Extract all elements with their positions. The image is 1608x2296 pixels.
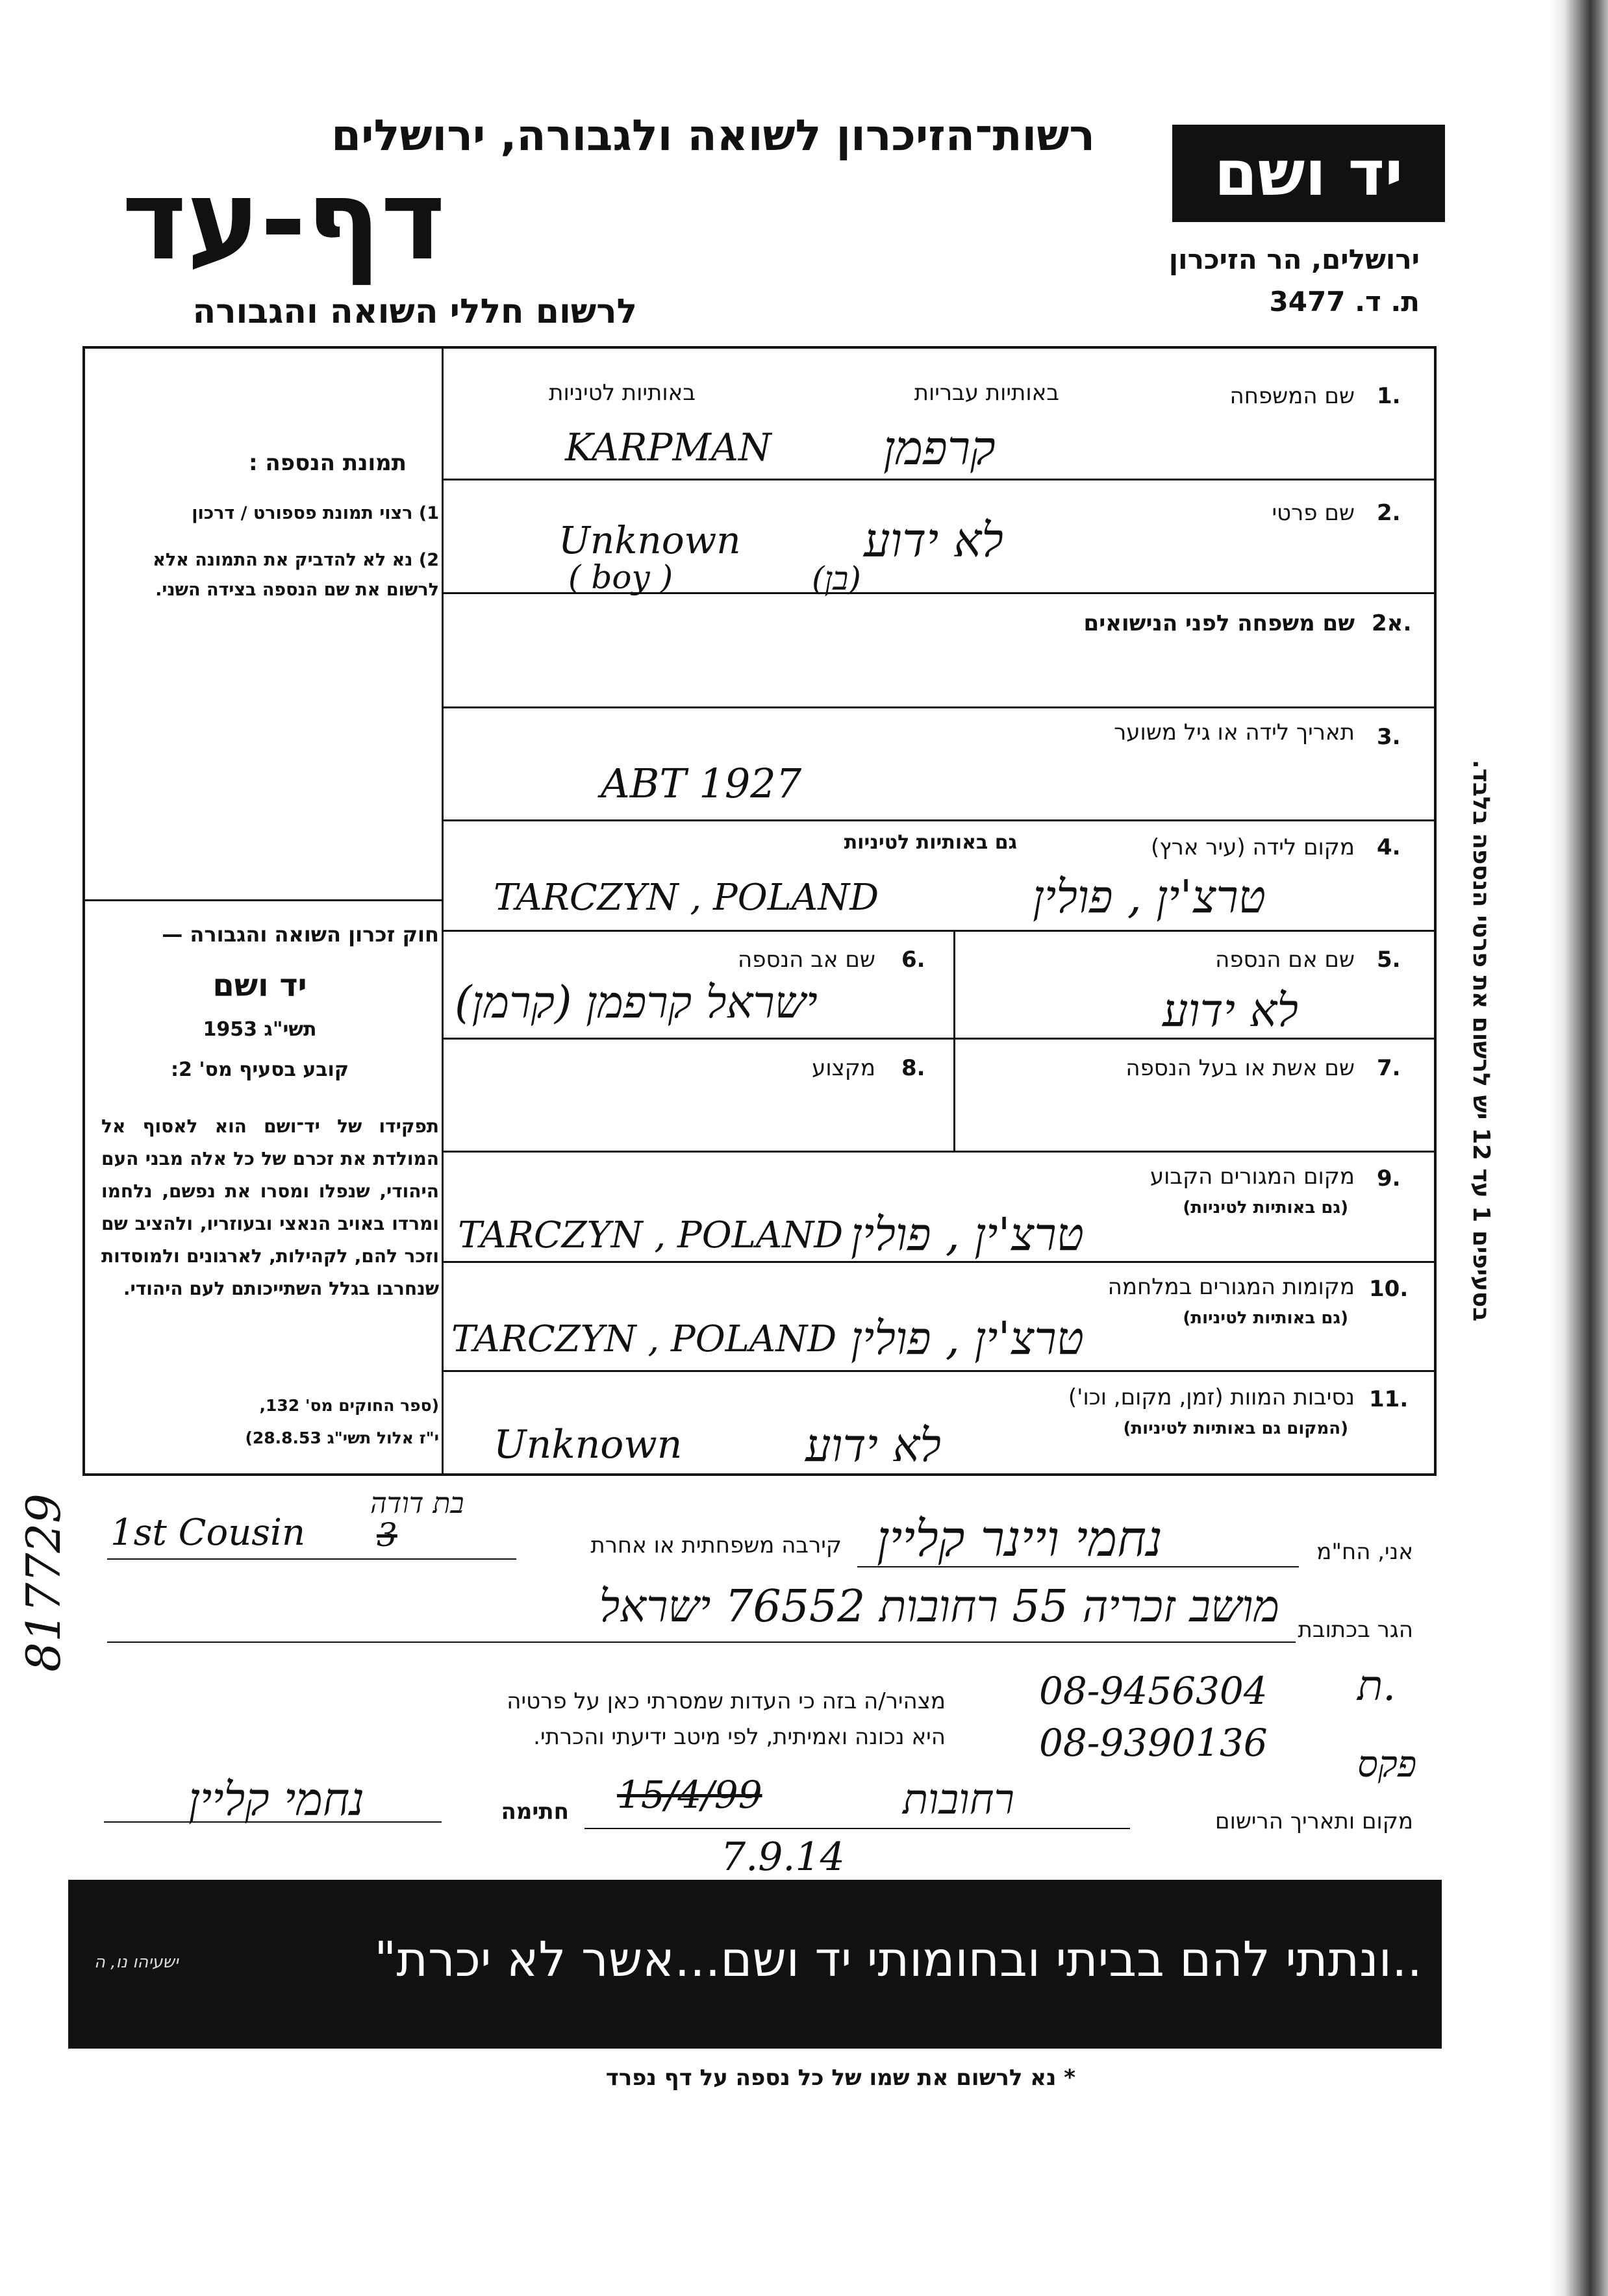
row-line — [442, 479, 1437, 480]
law-source-1: (ספר החוקים מס' 132, — [259, 1396, 439, 1415]
document-subtitle: לרשום חללי השואה והגבורה — [192, 292, 637, 331]
field9-number: 9. — [1377, 1166, 1401, 1192]
logo-po-box: ת. ד. 3477 — [1269, 286, 1420, 318]
field2-latin-value[interactable]: Unknown — [559, 518, 741, 562]
law-name: יד ושם — [212, 967, 307, 1004]
place-date-label: מקום ותאריך הרישום — [1215, 1808, 1413, 1834]
relation-struck: 3 — [377, 1516, 397, 1554]
law-source-2: י"ז אלול תשי"ג 28.8.53) — [245, 1429, 439, 1447]
address-value[interactable]: מושב זכריה 55 רחובות 76552 ישראל — [599, 1581, 1279, 1632]
field2-latin-note[interactable]: ( boy ) — [568, 558, 673, 596]
field6-label: שם אב הנספה — [738, 947, 875, 973]
field2a-number: 2א. — [1372, 610, 1412, 636]
field1-latin-value[interactable]: KARPMAN — [565, 425, 772, 469]
photo-box-title: תמונת הנספה : — [249, 450, 407, 476]
field1-label: שם המשפחה — [1229, 383, 1355, 409]
field7-label: שם אשת או בעל הנספה — [1125, 1055, 1355, 1081]
field6-value[interactable]: ישראל קרפמן (קרמן) — [455, 977, 818, 1029]
phone2-prefix: פקס — [1357, 1743, 1417, 1786]
relation-latin[interactable]: 1st Cousin — [110, 1512, 306, 1554]
row-line — [442, 930, 1437, 932]
photo-box-line1: 1) רצוי תמונת פספורט / דרכון — [192, 503, 439, 523]
field5-label: שם אם הנספה — [1215, 947, 1355, 973]
signature-label: חתימה — [501, 1799, 569, 1825]
field5-number: 5. — [1377, 947, 1401, 973]
law-title: חוק זכרון השואה והגבורה — — [162, 922, 439, 947]
phone1[interactable]: 08-9456304 — [1039, 1669, 1268, 1713]
row-line — [442, 819, 1437, 821]
field4-hebrew-value[interactable]: טרצ'ין , פולין — [1033, 870, 1266, 923]
authority-title: רשות־הזיכרון לשואה ולגבורה, ירושלים — [331, 110, 1095, 160]
margin-record-number: 817729 — [16, 1493, 71, 1672]
law-body: תפקידו של יד־ושם הוא לאסוף אל המולדת את זכרם של כל אלה מבני העם היהודי, שנפלו ומסרו את נפשם, נלחמו ומרדו באויב הנאצי ובעוזריו, ולהציב שם וזכר להם, לקהילות, לארגונים ולמוסדות שנחרבו בגלל השתייכותם לעם היהודי. — [101, 1116, 439, 1299]
field11-note: (המקום גם באותיות לטיניות) — [1123, 1419, 1348, 1438]
footer-note: * נא לרשום את שמו של כל נספה על דף נפרד — [605, 2065, 1075, 2091]
statement-line1: מצהיר/ה בזה כי העדות שמסרתי כאן על פרטיה — [507, 1688, 946, 1714]
banner-verse: ..ונתתי להם בביתי ובחומותי יד ושם...אשר לא יכרת" — [374, 1932, 1422, 1988]
field10-hebrew-value[interactable]: טרצ'ין , פולין — [851, 1312, 1085, 1365]
field6-number: 6. — [901, 947, 925, 973]
field1-hebrew-value[interactable]: קרפמן — [883, 421, 996, 475]
field2-number: 2. — [1377, 500, 1401, 526]
field11-hebrew-value[interactable]: לא ידוע — [805, 1419, 942, 1472]
field11-number: 11. — [1369, 1386, 1409, 1412]
field11-latin-value[interactable]: Unknown — [494, 1422, 683, 1467]
statement-line2: היא נכונה ואמיתית, לפי מיטב ידיעתי והכרתי. — [533, 1724, 946, 1750]
field2-label: שם פרטי — [1272, 500, 1355, 526]
yad-vashem-logo — [1172, 125, 1445, 222]
banner-source: ישעיהו נו, ה — [94, 1953, 179, 1972]
row-line — [442, 1038, 1437, 1040]
registration-date[interactable]: 7.9.14 — [721, 1834, 845, 1880]
left-column-divider — [442, 346, 444, 1476]
signature[interactable]: נחמי קליין — [188, 1773, 365, 1826]
row-line — [442, 1151, 1437, 1153]
field10-number: 10. — [1369, 1276, 1409, 1302]
field2-hebrew-value[interactable]: לא ידוע — [864, 513, 1003, 568]
field9-latin-value[interactable]: TARCZYN , POLAND — [458, 1214, 844, 1256]
photo-box-line2: 2) נא לא להדביק את התמונה אלא לרשום את שם הנספה בצידה השני. — [153, 550, 439, 600]
verse-banner — [68, 1880, 1442, 2049]
field4-latin-value[interactable]: TARCZYN , POLAND — [494, 877, 879, 919]
field9-label: מקום המגורים הקבוע — [1149, 1164, 1355, 1190]
phone2[interactable]: 08-9390136 — [1039, 1721, 1268, 1765]
law-clause: קובע בסעיף מס' 2: — [171, 1058, 349, 1081]
field1-number: 1. — [1377, 383, 1401, 409]
field9-note: (גם באותיות לטיניות) — [1183, 1198, 1348, 1217]
declaration-i-am: אני, הח"מ — [1316, 1539, 1413, 1565]
column-header-hebrew: באותיות עבריות — [914, 380, 1059, 406]
relation-hebrew[interactable]: בת דודה — [370, 1487, 464, 1520]
field8-number: 8. — [901, 1055, 925, 1081]
document-title: דף-עד — [121, 156, 446, 285]
scan-edge-shadow — [1550, 0, 1608, 2296]
registration-place[interactable]: רחובות — [903, 1776, 1014, 1824]
field3-value[interactable]: ABT 1927 — [601, 760, 802, 807]
phone1-prefix: ת. — [1357, 1662, 1396, 1710]
field3-label: תאריך לידה או גיל משוער — [1114, 719, 1355, 745]
registration-date-struck: 15/4/99 — [617, 1773, 762, 1817]
field7-number: 7. — [1377, 1055, 1401, 1081]
relation-line — [107, 1558, 516, 1560]
logo-text: יד ושם — [1214, 137, 1403, 210]
address-line — [107, 1641, 1296, 1643]
declarant-name[interactable]: נחמי ויינר קליין — [877, 1510, 1162, 1567]
side-vertical-note: בסעיפים 1 עד 12 יש לרשום את פרטי הנספה בלבד. — [1468, 760, 1494, 1322]
field11-label: נסיבות המוות (זמן, מקום, וכו') — [1068, 1384, 1355, 1410]
place-date-line — [584, 1828, 1130, 1829]
field2a-label: שם משפחה לפני הנישואים — [1083, 610, 1355, 636]
field10-label: מקומות המגורים במלחמה — [1107, 1274, 1355, 1300]
logo-address: ירושלים, הר הזיכרון — [1168, 243, 1420, 275]
field8-label: מקצוע — [812, 1055, 875, 1081]
field10-latin-value[interactable]: TARCZYN , POLAND — [451, 1318, 837, 1360]
field5-value[interactable]: לא ידוע — [1162, 984, 1299, 1037]
resides-label: הגר בכתובת — [1298, 1617, 1413, 1643]
field10-note: (גם באותיות לטיניות) — [1183, 1308, 1348, 1328]
law-year: תשי"ג 1953 — [203, 1018, 317, 1041]
photo-law-divider — [82, 899, 443, 901]
column-header-latin: באותיות לטיניות — [549, 380, 696, 406]
field4-number: 4. — [1377, 834, 1401, 860]
row-line — [442, 1370, 1437, 1372]
field2-hebrew-note[interactable]: (בן) — [812, 560, 861, 597]
row5-6-divider — [953, 930, 955, 1151]
relation-label: קירבה משפחתית או אחרת — [590, 1532, 842, 1558]
field9-hebrew-value[interactable]: טרצ'ין , פולין — [851, 1208, 1085, 1261]
field4-latin-label: גם באותיות לטיניות — [844, 831, 1017, 854]
field3-number: 3. — [1377, 724, 1401, 750]
row-line — [442, 706, 1437, 708]
field4-label: מקום לידה (עיר ארץ) — [1150, 834, 1355, 860]
